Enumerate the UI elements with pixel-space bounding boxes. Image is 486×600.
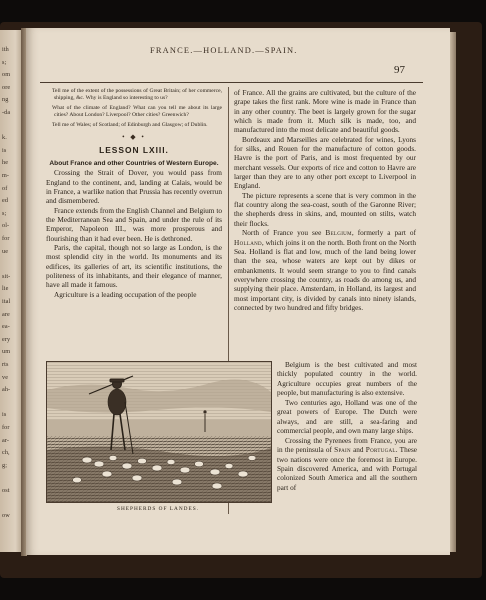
text-run: , formerly a part of [351,228,416,238]
left-column [46,88,222,299]
facing-page-fragment: ore [2,83,11,91]
facing-page-fragment: lie [2,285,9,293]
review-question: What of the climate of England? What can you tell me about its large cities? About London? Liverpool? Other cities? Greenwich? [52,105,222,119]
facing-page-fragment: ch, [2,449,10,457]
facing-page-fragment: ah- [2,386,11,394]
right-column [234,88,416,312]
facing-page-fragment: ost [2,487,10,494]
facing-page-edge [0,30,22,552]
paragraph: Two centuries ago, Holland was one of the great powers of Europe. The Dutch were always, and are still, a sea-faring and commercial people, and own many large ships. [277,398,417,436]
paragraph: France extends from the English Channel and Belgium to the Mediterranean Sea and Spain, and under the rule of its Emperor, Napoleon III., was more prosperous and flourishing than it had ever been. He is dethroned. [46,205,222,243]
paragraph-spain [277,437,417,494]
facing-page-fragment: s; [2,209,7,217]
facing-page-fragment: s; [2,58,7,66]
facing-page-fragment: ue [2,247,9,255]
paragraph: Agriculture is a leading occupation of the people [54,289,197,299]
facing-page-fragment: g; [2,461,8,469]
facing-page-fragment: ital [2,298,11,305]
facing-page-fragment: for [2,424,10,431]
page-number: 97 [394,64,405,76]
facing-page-fragment: -da [2,109,11,116]
facing-page-fragment: om [2,71,11,79]
text-run: and [350,446,366,455]
paragraph: Paris, the capital, though not so large as London, is the most splendid city in the world. Its monuments and its edifices, its galleries of art, its scientific institutions, the politeness of its inhabitants, and their elegance of manner, have all made it famous. [46,242,222,290]
header-rule [40,82,423,83]
facing-page-fragment: is [2,411,7,419]
facing-page-fragment: sit- [2,272,11,280]
text-run: North of France you see [242,228,326,238]
paragraph: of France. All the grains are cultivated, but the culture of the grape takes the first rank. More wine is made in France than in any other country. The beet is largely grown for the sugar which is made from it. Much silk is made, too, and manufactured into the most delicate and beautiful goods. [234,88,416,135]
facing-page-fragment: ve [2,373,9,381]
country-name: Spain [334,446,351,455]
facing-page-fragment: um [2,348,11,356]
text-run: , which joins it on the north. Both front on the North Sea. Holland is flat and low, much of the land being lower than the sea, whose waters are kept out by dikes or embankments. It would seem strange to you to find canals everywhere crossing the country, as roads do among us, and supplying their place. Amsterdam, in Holland, its largest and most important city, is divided by canals into ninety islands, connected by two hundred and fifty bridges. [234,237,416,312]
facing-page-fragment: ow [2,512,10,520]
facing-page-fragment: rts [2,361,9,368]
engraving-shepherds-of-landes [46,361,272,503]
facing-page-fragment: k. [2,134,7,142]
facing-page-fragment: ery [2,335,11,343]
country-name: Portugal [365,446,396,455]
facing-page-fragment: ith [2,46,9,53]
lesson-subtitle: About France and other Countries of Western Europe. [49,160,219,168]
facing-page-fragment: are [2,310,10,318]
review-question: Tell me of the extent of the possessions of Great Britain; of her commerce, shipping, &c. Why is England so interesting to us? [52,88,222,102]
lesson-title: LESSON LXIII. [99,145,169,156]
right-column-lower [277,361,417,493]
facing-page-fragment: he [2,159,9,167]
figure-caption: SHEPHERDS OF LANDES. [117,506,199,512]
facing-page-fragment: ol- [2,222,10,230]
facing-page-fragment: ng [2,96,9,104]
paragraph: The picture represents a scene that is very common in the flat country along the sea-coast, south of the Garonne River; the shepherds dress in skins, and, mounted on stilts, watch their flocks. [234,190,416,228]
facing-page-fragment: is [2,146,7,154]
page-stack-edge [450,32,456,552]
text-run: Crossing the Pyrenees from France, you are in the peninsula of [277,436,417,455]
facing-page-fragment: ed [2,197,9,205]
facing-page-fragment: m- [2,172,10,179]
paragraph: Bordeaux and Marseilles are celebrated for wines, Lyons for silks, and Rouen for the manufacture of cotton goods. Havre is the port of Paris, and is most frequented by our merchant vessels. Our exports of rice and cotton to Havre are larger than they are to any other port except to Liverpool in England. [234,134,416,191]
country-name: Belgium [325,228,352,238]
paragraph-holland [234,228,416,312]
running-head: FRANCE.—HOLLAND.—SPAIN. [150,46,298,55]
section-ornament: • ◆ • [122,133,146,142]
engraving-illustration [47,362,271,502]
country-name: Holland [234,237,262,247]
facing-page-fragment: for [2,235,10,242]
paragraph: Belgium is the best cultivated and most thickly populated country in the world. Agriculture occupies great numbers of the people, but manufacturing is also extensive. [277,361,417,398]
review-question: Tell me of Wales; of Scotland; of Edinburgh and Glasgow; of Dublin. [52,122,208,128]
facing-page-fragment: of [2,184,8,192]
facing-page-fragment: ea- [2,323,10,331]
text-run: . These two nations were once the foremost in Europe. Spain discovered America, and with Portugal colonized South America and all the southern part of [277,446,417,492]
facing-page-fragment: ar- [2,436,10,444]
paragraph: Crossing the Strait of Dover, you would pass from England to the continent, and, landing at Calais, would be in France, a warlike nation that Prussia has recently overrun and dismembered. [46,168,222,206]
